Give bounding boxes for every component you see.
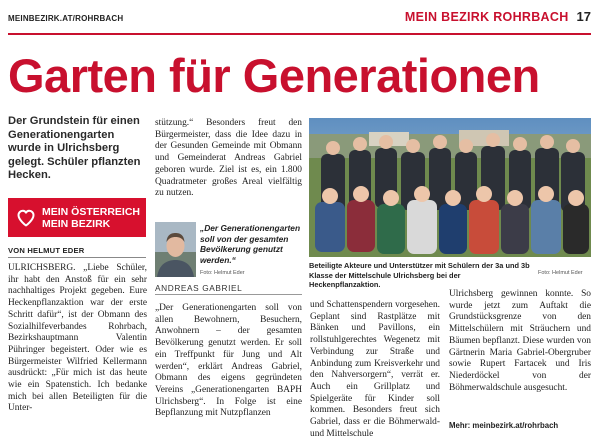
article-column-4 bbox=[449, 289, 591, 394]
column-text: und Schattenspendern vorgesehen. Geplant sind Rastplätze mit Bänken und Pavillons, ein rollstuhlgerechtes Wegenetz mit Verbindung zur Straße und Anbindung zum Kreisverkehr und den Nahversorgern“, verrät er. Auch ein Grillplatz und Spielgeräte für Kinder soll kommen. Besonders freut sich Gabriel, dass er die Böhmerwald- und Mittelschule bbox=[310, 300, 440, 439]
logo-text bbox=[42, 206, 140, 230]
byline: VON HELMUT EDER bbox=[8, 246, 85, 255]
quote-author: ANDREAS GABRIEL bbox=[155, 283, 243, 293]
article-column-2-bottom bbox=[155, 303, 302, 420]
logo-line-2: MEIN BEZIRK bbox=[42, 217, 111, 230]
page-header bbox=[405, 9, 591, 24]
column-text: ULRICHSBERG. „Liebe Schüler, ihr habt den Anstoß für ein sehr nachhaltiges Projekt gegeben. Eure Heckenpflanzaktion war der erste Schritt dafür“, ist der Obmann des Sozialhilfeverbandes Rohrbach, Bezirkshauptmann Valentin Pühringer begeistert. Oder wie es Bürgermeister Wilfried Kellermann ausdrückt: „Für mich ist das heute wie ein Spatenstich. Ich bedanke mich bei allen Beteiligten für die Unter- bbox=[8, 263, 147, 414]
brand-title: MEIN BEZIRK ROHRBACH bbox=[404, 10, 569, 24]
column-text: stützung.“ Besonders freut den Bürgermeister, dass die Idee dazu in der Gesunden Gemeinde mit Obmann und Gemeinderat Andreas Gabriel geboren wurde. Ziel ist es, ein 1.800 Quadratmeter großes Areal vielfältig zu nutzen. bbox=[155, 118, 302, 199]
article-column-2-top bbox=[155, 118, 302, 200]
article-column-3 bbox=[310, 300, 440, 440]
column-text: „Der Generationengarten soll von allen Bewohnern, Besuchern, Anwohnern – der gesamten Bevölkerung genutzt werden. Er soll ein Treffpunkt für Jung und Alt werden“, erklärt Andreas Gabriel, Obmann des eigens gegründeten Vereins „Generationengarten BAPH Ulrichsberg“. In Folge ist eine Bepflanzung mit Nutzpflanzen bbox=[155, 303, 302, 419]
portrait-image bbox=[155, 222, 196, 277]
group-photo bbox=[309, 118, 591, 257]
pull-quote: „Der Generationengarten soll von der gesamten Bevölkerung genutzt werden.“ bbox=[200, 223, 301, 265]
heart-icon bbox=[16, 208, 36, 228]
header-rule bbox=[8, 33, 591, 35]
photo-caption: Beteiligte Akteure und Unterstützer mit Schülern der 3a und 3b Klasse der Mittelschule Ulrichsberg bei der Heckenpflanzaktion. bbox=[309, 261, 530, 290]
quote-rule bbox=[155, 294, 302, 295]
byline-rule bbox=[8, 257, 146, 258]
photo-credit: Foto: Helmut Eder bbox=[538, 270, 583, 276]
page-number: 17 bbox=[576, 9, 591, 24]
quote-photo-credit: Foto: Helmut Eder bbox=[200, 270, 245, 276]
headline: Garten für Generationen bbox=[8, 49, 540, 102]
section-url: MEINBEZIRK.AT/ROHRBACH bbox=[8, 14, 124, 23]
group-photo-image bbox=[309, 118, 591, 257]
article-column-1 bbox=[8, 263, 147, 415]
mein-bezirk-logo bbox=[8, 198, 146, 237]
logo-line-1: MEIN ÖSTERREICH bbox=[42, 205, 141, 218]
more-link[interactable]: Mehr: meinbezirk.at/rohrbach bbox=[449, 421, 559, 430]
quote-portrait bbox=[155, 222, 196, 277]
column-text: Ulrichsberg gewinnen konnte. So wurde jetzt zum Auftakt die Grundstücksgrenze von den Mittelschülern mit Sträuchern und Bäumen bepflanzt. Diese wurden von Gärtnerin Maria Gabriel-Obergruber sowie Rupert Fartacek und Iris Niederdöckel von der Böhmerwaldschule ausgesucht. bbox=[449, 289, 591, 393]
lead-paragraph: Der Grundstein für einen Generationengarten wurde in Ulrichsberg gelegt. Schüler pflanzten Hecken. bbox=[8, 115, 141, 182]
